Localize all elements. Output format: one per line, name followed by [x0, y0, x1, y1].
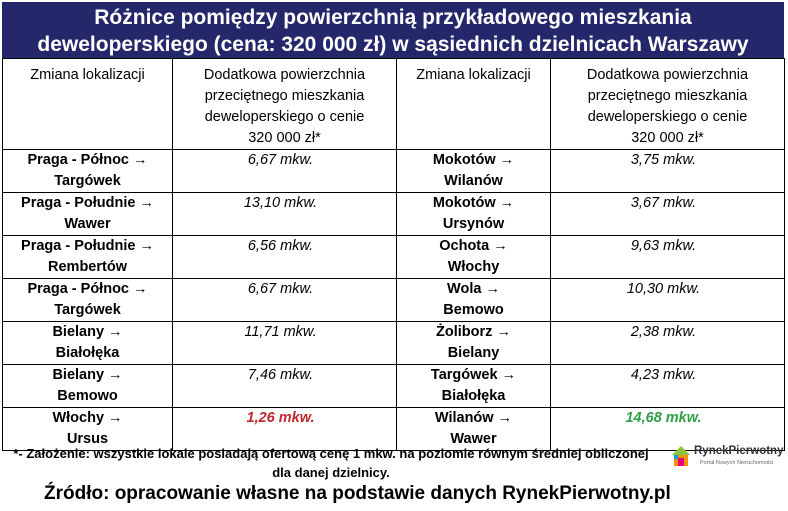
page-title	[2, 2, 784, 58]
table-row	[3, 236, 785, 279]
right-location: Ochota → Włochy	[397, 236, 551, 279]
min-value-highlight: 1,26 mkw.	[173, 408, 397, 451]
footnote-line-1: *- Założenie: wszystkie lokale posiadają ofertową cenę 1 mkw. na poziomie równym średniej obliczonej	[13, 446, 649, 461]
table-row	[3, 322, 785, 365]
table-row	[3, 279, 785, 322]
column-header-location-right: Zmiana lokalizacji	[397, 59, 551, 150]
left-value: 6,67 mkw.	[173, 279, 397, 322]
right-value: 9,63 mkw.	[551, 236, 785, 279]
right-value: 3,75 mkw.	[551, 150, 785, 193]
column-header-area-left: Dodatkowa powierzchnia przeciętnego mieszkania deweloperskiego o cenie 320 000 zł*	[173, 59, 397, 150]
left-location: Włochy → Ursus	[3, 408, 173, 451]
max-value-highlight: 14,68 mkw.	[551, 408, 785, 451]
right-value: 4,23 mkw.	[551, 365, 785, 408]
right-location: Targówek → Białołęka	[397, 365, 551, 408]
column-header-location-left: Zmiana lokalizacji	[3, 59, 173, 150]
left-value: 7,46 mkw.	[173, 365, 397, 408]
left-location: Praga - Południe → Wawer	[3, 193, 173, 236]
source-credit: Źródło: opracowanie własne na podstawie danych RynekPierwotny.pl	[44, 483, 671, 504]
left-value: 6,67 mkw.	[173, 150, 397, 193]
right-location: Mokotów → Wilanów	[397, 150, 551, 193]
logo-tagline: Portal Nowych Nieruchomości	[700, 460, 774, 466]
table-row	[3, 365, 785, 408]
left-value: 13,10 mkw.	[173, 193, 397, 236]
footnote	[6, 444, 656, 482]
right-location: Wilanów → Wawer	[397, 408, 551, 451]
logo-name: RynekPierwotny	[694, 445, 784, 457]
right-location: Mokotów → Ursynów	[397, 193, 551, 236]
comparison-table	[2, 58, 785, 451]
rynekpierwotny-logo	[670, 444, 785, 470]
left-value: 11,71 mkw.	[173, 322, 397, 365]
right-location: Wola → Bemowo	[397, 279, 551, 322]
column-header-area-right: Dodatkowa powierzchnia przeciętnego mieszkania deweloperskiego o cenie 320 000 zł*	[551, 59, 785, 150]
right-value: 10,30 mkw.	[551, 279, 785, 322]
right-location: Żoliborz → Bielany	[397, 322, 551, 365]
left-location: Praga - Północ → Targówek	[3, 279, 173, 322]
left-value: 6,56 mkw.	[173, 236, 397, 279]
title-line-1: Różnice pomiędzy powierzchnią przykładowego mieszkania	[94, 6, 692, 29]
table-header-row	[3, 59, 785, 150]
left-location: Bielany → Bemowo	[3, 365, 173, 408]
table-row	[3, 150, 785, 193]
house-icon	[670, 444, 692, 468]
table-row	[3, 193, 785, 236]
right-value: 2,38 mkw.	[551, 322, 785, 365]
left-location: Praga - Południe → Rembertów	[3, 236, 173, 279]
title-line-2: deweloperskiego (cena: 320 000 zł) w sąsiednich dzielnicach Warszawy	[37, 33, 749, 56]
footnote-line-2: dla danej dzielnicy.	[272, 465, 390, 480]
left-location: Bielany → Białołęka	[3, 322, 173, 365]
right-value: 3,67 mkw.	[551, 193, 785, 236]
left-location: Praga - Północ → Targówek	[3, 150, 173, 193]
